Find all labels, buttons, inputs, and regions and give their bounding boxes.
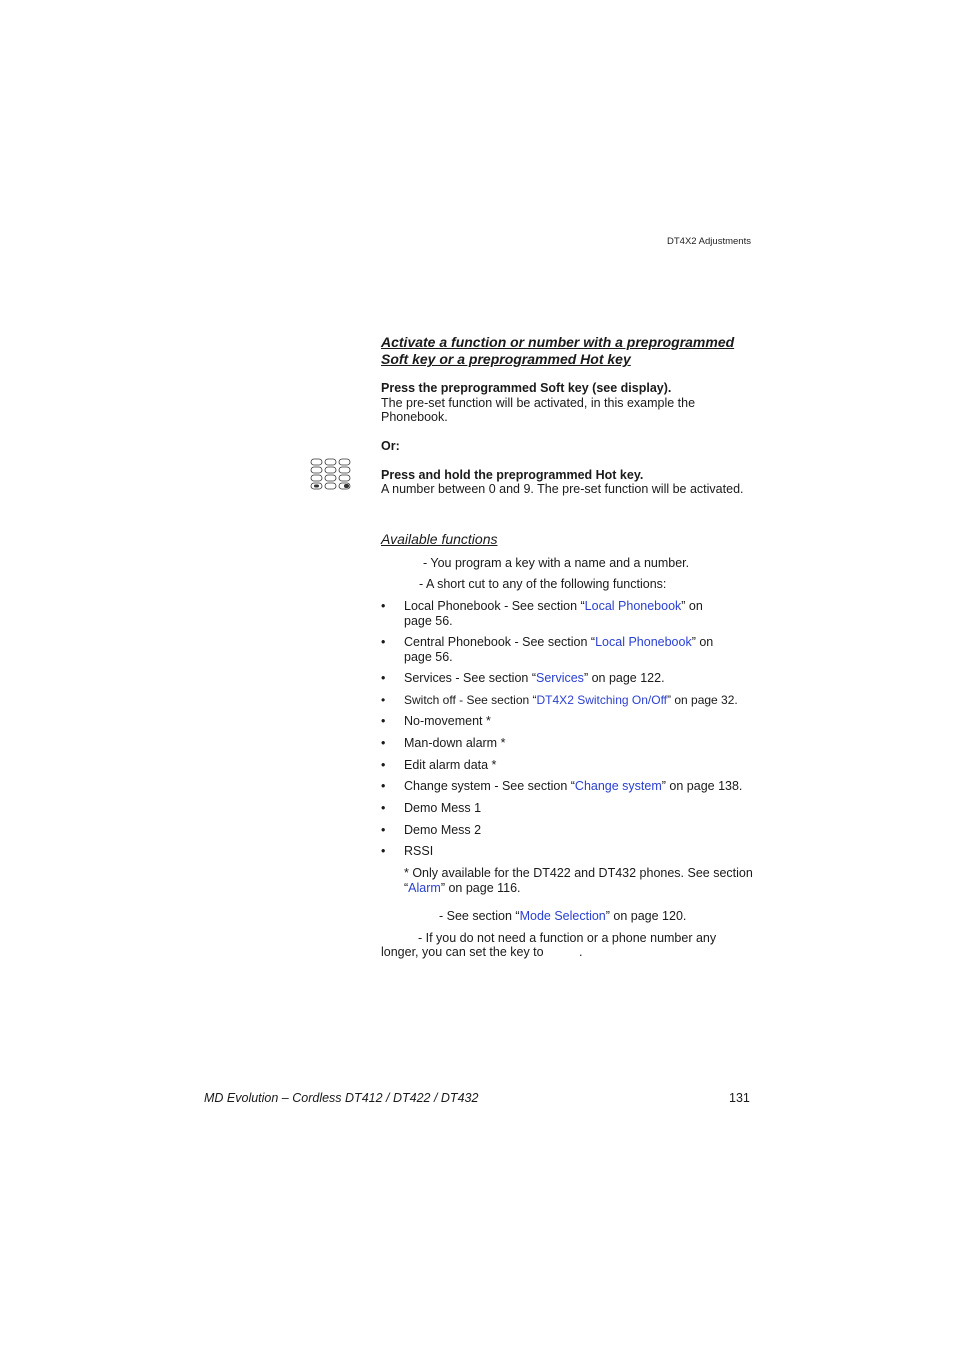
- page-number: 131: [729, 1091, 750, 1105]
- note-text: * Only available for the DT422 and DT432 phones. See section: [404, 866, 753, 880]
- item-text: RSSI: [404, 844, 434, 858]
- hotkey-desc: A number between 0 and 9. The pre-set function will be activated.: [381, 482, 744, 496]
- bullet: •: [381, 844, 386, 858]
- link-services[interactable]: Services: [536, 671, 584, 685]
- item-text: ” on page 122.: [583, 671, 665, 685]
- link-local-phonebook[interactable]: Local Phonebook: [584, 599, 682, 613]
- item-text: Local Phonebook - See section “: [404, 599, 585, 613]
- section-heading: [381, 334, 753, 368]
- link-local-phonebook-2[interactable]: Local Phonebook: [595, 635, 692, 649]
- item-text: Edit alarm data *: [404, 758, 497, 772]
- bullet: •: [381, 801, 386, 815]
- mode-text: ” on page 120.: [605, 909, 687, 923]
- heading-line-1: Activate a function or number with a preprogrammed: [381, 334, 735, 350]
- item-text: ” on page 32.: [667, 693, 738, 707]
- hotkey-instruction: Press and hold the preprogrammed Hot key.: [381, 468, 644, 482]
- footer-title: MD Evolution – Cordless DT412 / DT422 / DT432: [204, 1091, 479, 1105]
- notused-desc-2: longer, you can set the key to: [381, 945, 544, 959]
- note-text: ” on page 116.: [440, 880, 521, 895]
- link-alarm[interactable]: Alarm: [408, 880, 441, 895]
- item-text: Central Phonebook - See section “: [404, 635, 596, 649]
- item-text: Switch off - See section “: [404, 693, 537, 707]
- bullet: •: [381, 758, 386, 772]
- softkey-desc-2: Phonebook.: [381, 410, 448, 424]
- item-text: No-movement *: [404, 714, 491, 728]
- bullet: •: [381, 635, 386, 649]
- available-functions-heading: Available functions: [381, 531, 498, 547]
- bullet: •: [381, 736, 386, 750]
- notused-desc-1: - If you do not need a function or a phone number any: [418, 931, 717, 945]
- item-text: Services - See section “: [404, 671, 536, 685]
- function-option-desc: - A short cut to any of the following functions:: [419, 577, 667, 591]
- keypad-icon: [310, 458, 352, 497]
- item-text: Man-down alarm *: [404, 736, 506, 750]
- heading-line-2: Soft key or a preprogrammed Hot key: [381, 351, 631, 367]
- item-text: ” on: [681, 599, 703, 613]
- item-text: ” on: [691, 635, 714, 649]
- mode-text: - See section “: [439, 909, 520, 923]
- availability-note: [404, 866, 754, 895]
- item-text: Change system - See section “: [404, 779, 575, 793]
- mode-option-desc: [439, 909, 686, 924]
- running-header: DT4X2 Adjustments: [667, 236, 751, 247]
- item-text: page 56.: [404, 613, 453, 628]
- bullet: •: [381, 714, 386, 728]
- link-change-system[interactable]: Change system: [574, 779, 662, 793]
- item-text: Demo Mess 2: [404, 823, 482, 837]
- softkey-desc-1: The pre-set function will be activated, in this example the: [381, 396, 696, 410]
- bullet: •: [381, 693, 386, 707]
- bullet: •: [381, 599, 386, 613]
- item-text: ” on page 138.: [661, 779, 743, 793]
- bullet: •: [381, 779, 386, 793]
- note-text: “: [404, 880, 409, 895]
- bullet: •: [381, 823, 386, 837]
- notused-period: .: [579, 945, 583, 959]
- link-mode-selection[interactable]: Mode Selection: [519, 909, 606, 923]
- or-label: Or:: [381, 439, 400, 453]
- number-option-desc: - You program a key with a name and a number.: [423, 556, 690, 570]
- link-switching-on-off[interactable]: DT4X2 Switching On/Off: [536, 693, 668, 707]
- item-text: Demo Mess 1: [404, 801, 482, 815]
- bullet: •: [381, 671, 386, 685]
- softkey-instruction: Press the preprogrammed Soft key (see display).: [381, 381, 672, 395]
- item-text: page 56.: [404, 649, 453, 664]
